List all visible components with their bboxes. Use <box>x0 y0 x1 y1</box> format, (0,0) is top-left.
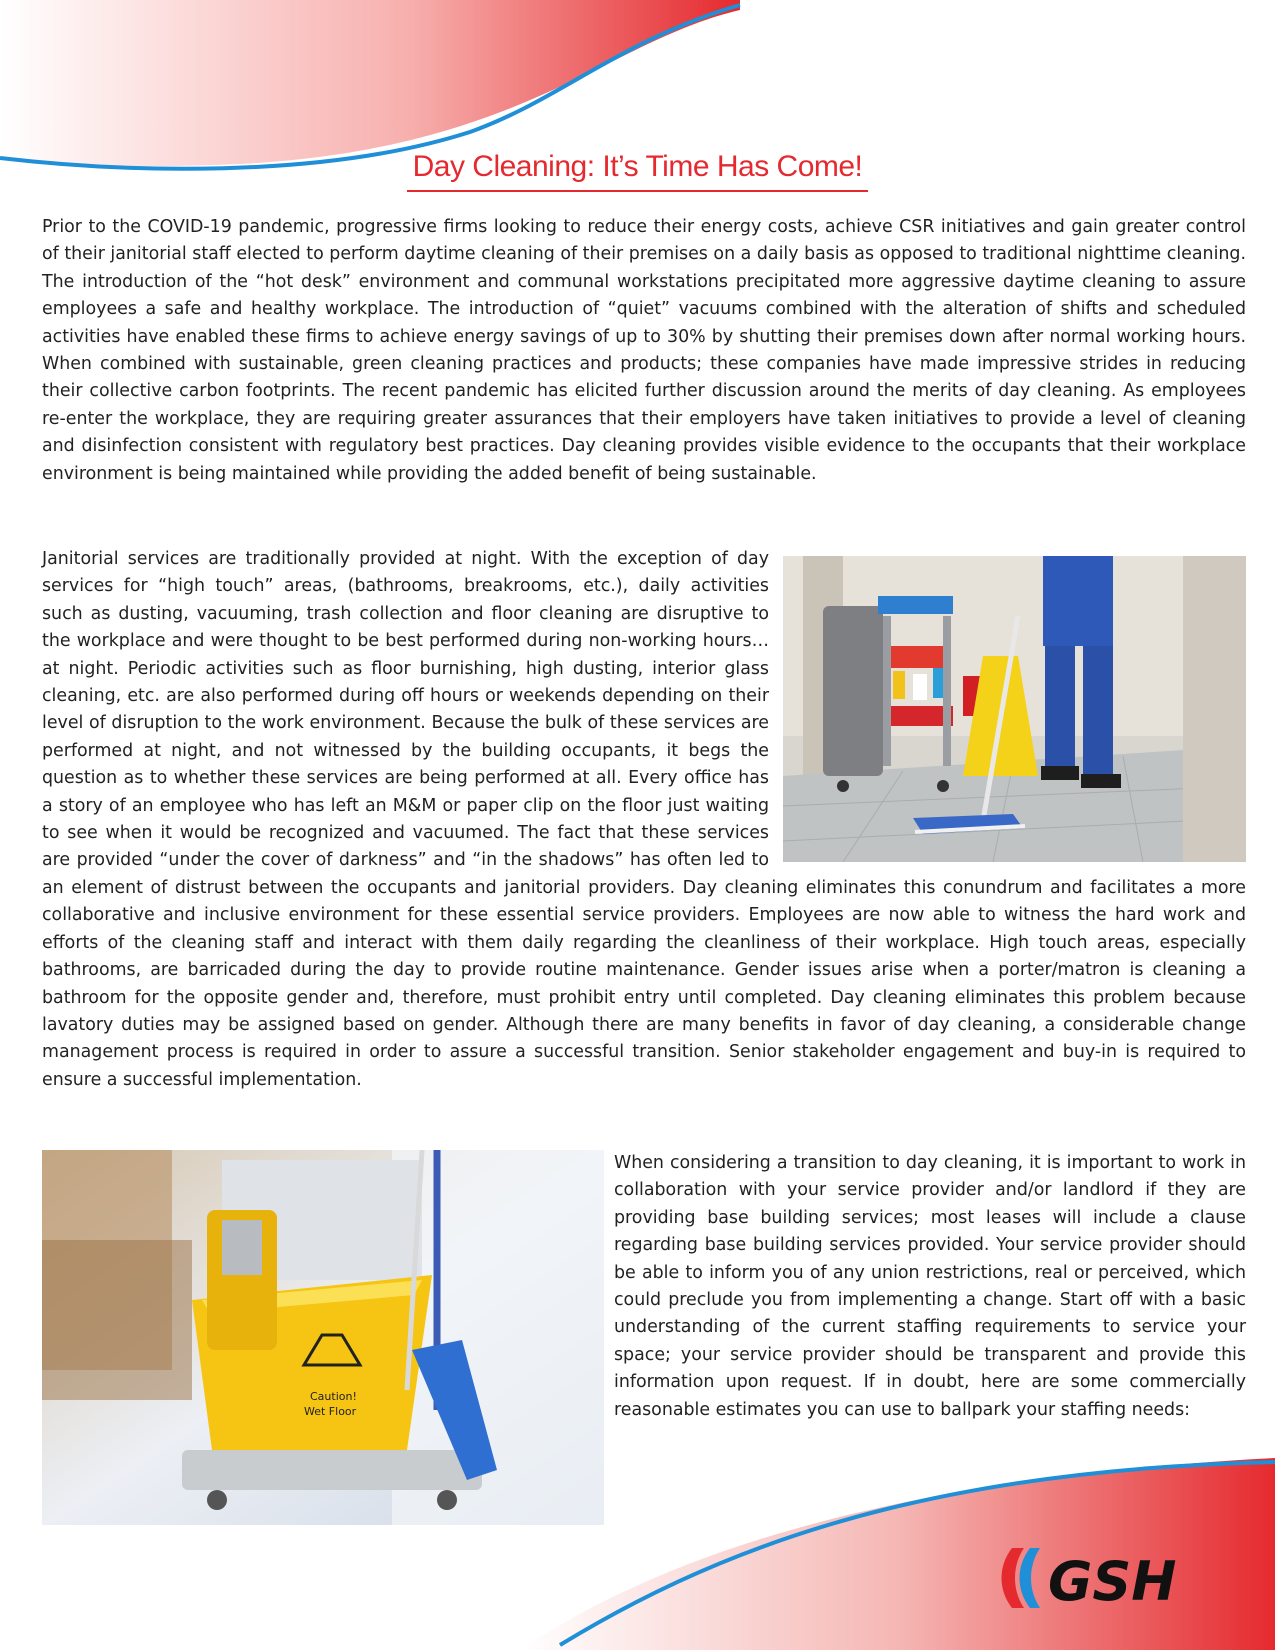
paragraph-night-services-text: Janitorial services are traditionally provided at night. With the exception of day services for “high touch” areas, (bathrooms, breakrooms, etc.), daily activities such as dusting, vacuuming, trash collection and floor cleaning are disruptive to the workplace and were thought to be best performed during non-working hours…at night. Periodic activities such as floor burnishing, high dusting, interior glass cleaning, etc. are also performed during off hours or weekends depending on their level of disruption to the work environment. Because the bulk of these services are performed at night, and not witnessed by the building occupants, it begs the question as to whether these services are being performed at all. Every office has a story of an employee who has left an M&M or paper clip on the floor just waiting to see when it would be recognized and vacuumed. The fact that these services are provided “under the cover of darkness” and “in the shadows” has often led to an element of distrust between the occupants and janitorial providers. Day cleaning eliminates this conundrum and facilitates a more collaborative and inclusive environment for these essential service providers. Employees are now able to witness the hard work and efforts of the cleaning staff and interact with them daily regarding the cleanliness of their workplace. High touch areas, especially bathrooms, are barricaded during the day to provide routine maintenance. Gender issues arise when a porter/matron is cleaning a bathroom for the opposite gender and, therefore, must prohibit entry until completed. Day cleaning eliminates this problem because lavatory duties may be assigned based on gender. Although there are many benefits in favor of day cleaning, a considerable change management process is required in order to assure a successful transition. Senior stakeholder engagement and buy-in is required to ensure a successful implementation. <box>42 549 1246 1090</box>
gsh-logo-text: GSH <box>1048 1550 1177 1613</box>
caution-sign-line1: Caution! <box>310 1390 357 1403</box>
caution-sign-line2: Wet Floor <box>304 1405 357 1418</box>
janitor-mopping-photo <box>783 556 1246 862</box>
paragraph-intro: Prior to the COVID-19 pandemic, progressive firms looking to reduce their energy costs, achieve CSR initiatives and gain greater control of their janitorial staff elected to perform daytime cleaning of their premises on a daily basis as opposed to traditional nighttime cleaning. The introduction of the “hot desk” environment and communal workstations precipitated more aggressive daytime cleaning to assure employees a safe and healthy workplace. The introduction of “quiet” vacuums combined with the alteration of shifts and scheduled activities have enabled these firms to achieve energy savings of up to 30% by shutting their premises down after normal working hours. When combined with sustainable, green cleaning practices and products; these companies have made impressive strides in reducing their collective carbon footprints. The recent pandemic has elicited further discussion around the merits of day cleaning. As employees re-enter the workplace, they are requiring greater assurances that their employers have taken initiatives to provide a level of cleaning and disinfection consistent with regulatory best practices. Day cleaning provides visible evidence to the occupants that their workplace environment is being maintained while providing the added benefit of being sustainable. <box>42 217 1246 484</box>
gsh-logo <box>990 1542 1220 1614</box>
paragraph-transition: When considering a transition to day cleaning, it is important to work in collaboration with your service provider and/or landlord if they are providing base building services; most leases will include a clause regarding base building services provided. Your service provider should be able to inform you of any union restrictions, real or perceived, which could preclude you from implementing a change. Start off with a basic understanding of the current staffing requirements to service your space; your service provider should be transparent and provide this information upon request. If in doubt, here are some commercially reasonable estimates you can use to ballpark your staffing needs: <box>614 1153 1246 1420</box>
page-title: Day Cleaning: It’s Time Has Come! <box>407 150 869 192</box>
paragraph-night-services <box>42 546 1246 1094</box>
